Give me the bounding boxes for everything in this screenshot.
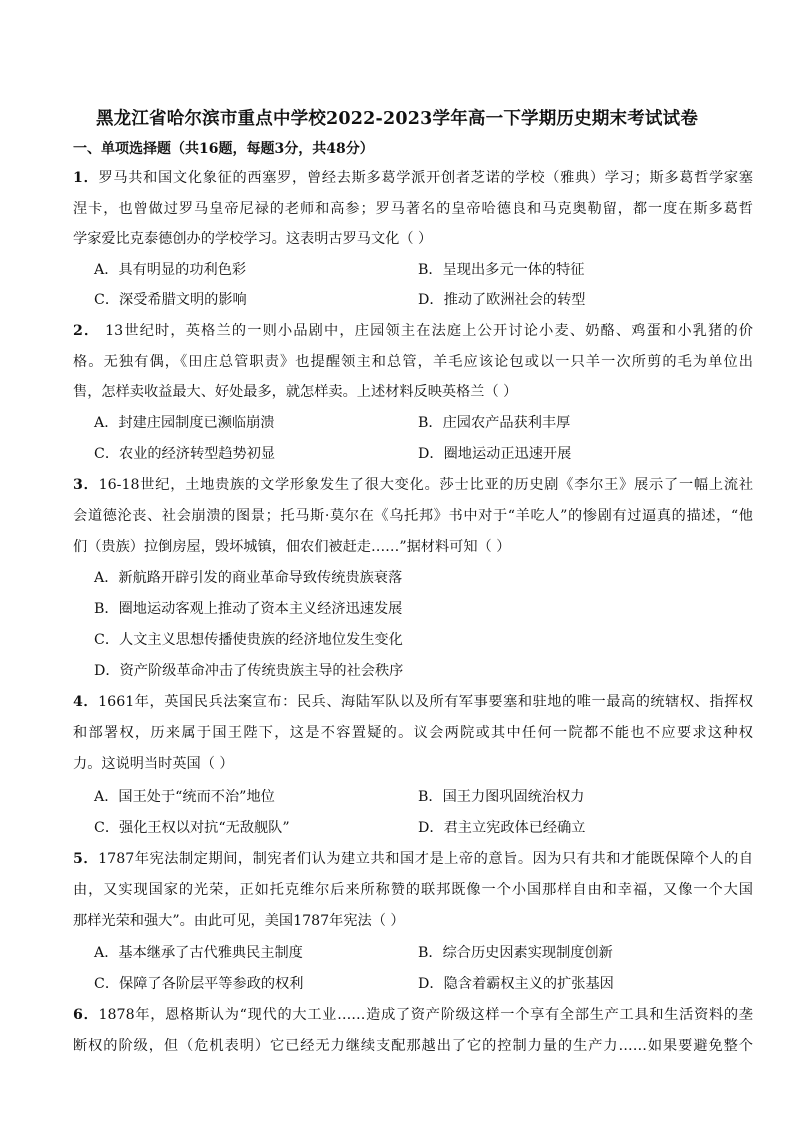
- question-2-line-2: 格。无独有偶，《田庄总管职责》也提醒领主和总管，羊毛应该论包或以一只羊一次所剪的毛为单位出: [73, 354, 753, 370]
- question-1-line-2: 涅卡，也曾做过罗马皇帝尼禄的老师和高参；罗马著名的皇帝哈德良和马克奥勒留，都一度在斯多葛哲: [73, 201, 753, 217]
- question-2-line-3: 售，怎样卖收益最大、好处最多，就怎样卖。上述材料反映英格兰（ ）: [73, 384, 518, 400]
- question-3-line-3: 们（贵族）拉倒房屋，毁坏城镇，佃农们被赶走……”据材料可知（ ）: [73, 539, 511, 555]
- question-5-line-2: 由，又实现国家的光荣，正如托克维尔后来所称赞的联邦既像一个小国那样自由和幸福，又像一个大国: [73, 882, 753, 898]
- question-4-option-d[interactable]: D．君主立宪政体已经确立: [418, 820, 586, 836]
- question-5-option-c[interactable]: C．保障了各阶层平等参政的权利: [94, 976, 304, 992]
- question-4-option-a[interactable]: A．国王处于“统而不治”地位: [94, 789, 275, 805]
- question-2-option-a[interactable]: A．封建庄园制度已濒临崩溃: [94, 415, 275, 431]
- question-4-line-2: 和部署权，历来属于国王陛下，这是不容置疑的。议会两院或其中任何一院都不能也不应要求这种权: [73, 725, 753, 741]
- question-4-option-c[interactable]: C．强化王权以对抗“无敌舰队”: [94, 820, 290, 836]
- question-number: 4．: [73, 694, 99, 710]
- question-number: 3．: [73, 477, 99, 493]
- section-heading: 一、单项选择题（共16题，每题3分，共48分）: [73, 141, 374, 157]
- question-1-option-b[interactable]: B．呈现出多元一体的特征: [418, 262, 585, 278]
- question-4-line-3: 力。这说明当时英国（ ）: [73, 756, 234, 772]
- question-3-option-b[interactable]: B．圈地运动客观上推动了资本主义经济迅速发展: [94, 601, 403, 617]
- question-number: 1．: [73, 170, 99, 186]
- question-2-line-1: 2． 13世纪时，英格兰的一则小品剧中，庄园领主在法庭上公开讨论小麦、奶酪、鸡蛋和小乳猪的价: [73, 323, 753, 339]
- question-5-option-b[interactable]: B．综合历史因素实现制度创新: [418, 945, 613, 961]
- question-3-option-d[interactable]: D．资产阶级革命冲击了传统贵族主导的社会秩序: [94, 663, 404, 679]
- question-1-line-3: 学家爱比克泰德创办的学校学习。这表明古罗马文化（ ）: [73, 231, 433, 247]
- page-title: 黑龙江省哈尔滨市重点中学校2022-2023学年高一下学期历史期末考试试卷: [95, 109, 699, 129]
- question-4-option-b[interactable]: B．国王力图巩固统治权力: [418, 789, 585, 805]
- question-6-line-2: 断权的阶级，但（危机表明）它已经无力继续支配那越出了它的控制力量的生产力……如果要避免整个: [73, 1038, 753, 1054]
- question-number: 2．: [73, 323, 100, 339]
- question-2-option-b[interactable]: B．庄园农产品获利丰厚: [418, 415, 571, 431]
- question-3-option-a[interactable]: A．新航路开辟引发的商业革命导致传统贵族衰落: [94, 570, 403, 586]
- question-6-line-1: 6．1878年，恩格斯认为“现代的大工业……造成了资产阶级这样一个享有全部生产工具和生活资料的垄: [73, 1007, 753, 1023]
- question-1-option-c[interactable]: C．深受希腊文明的影响: [94, 292, 247, 308]
- question-3-option-c[interactable]: C．人文主义思想传播使贵族的经济地位发生变化: [94, 632, 403, 648]
- question-5-option-d[interactable]: D．隐含着霸权主义的扩张基因: [418, 976, 614, 992]
- question-2-option-c[interactable]: C．农业的经济转型趋势初显: [94, 446, 276, 462]
- question-4-line-1: 4．1661年，英国民兵法案宣布：民兵、海陆军队以及所有军事要塞和驻地的唯一最高的统辖权、指挥权: [73, 694, 754, 710]
- question-1-line-1: 1．罗马共和国文化象征的西塞罗，曾经去斯多葛学派开创者芝诺的学校（雅典）学习；斯多葛哲学家塞: [73, 170, 753, 186]
- question-number: 5．: [73, 851, 99, 867]
- question-5-option-a[interactable]: A．基本继承了古代雅典民主制度: [94, 945, 303, 961]
- question-2-option-d[interactable]: D．圈地运动正迅速开展: [418, 446, 572, 462]
- question-5-line-1: 5．1787年宪法制定期间，制宪者们认为建立共和国才是上帝的意旨。因为只有共和才能既保障个人的自: [73, 851, 754, 867]
- question-3-line-2: 会道德沦丧、社会崩溃的图景；托马斯·莫尔在《乌托邦》书中对于“羊吃人”的惨剧有过逼真的描述，“他: [73, 508, 753, 524]
- question-1-option-d[interactable]: D．推动了欧洲社会的转型: [418, 292, 586, 308]
- question-1-option-a[interactable]: A．具有明显的功利色彩: [94, 262, 247, 278]
- question-3-line-1: 3．16-18世纪，土地贵族的文学形象发生了很大变化。莎士比亚的历史剧《李尔王》展示了一幅上流社: [73, 477, 754, 493]
- question-5-line-3: 那样光荣和强大”。由此可见，美国1787年宪法（ ）: [73, 913, 405, 929]
- question-number: 6．: [73, 1007, 99, 1023]
